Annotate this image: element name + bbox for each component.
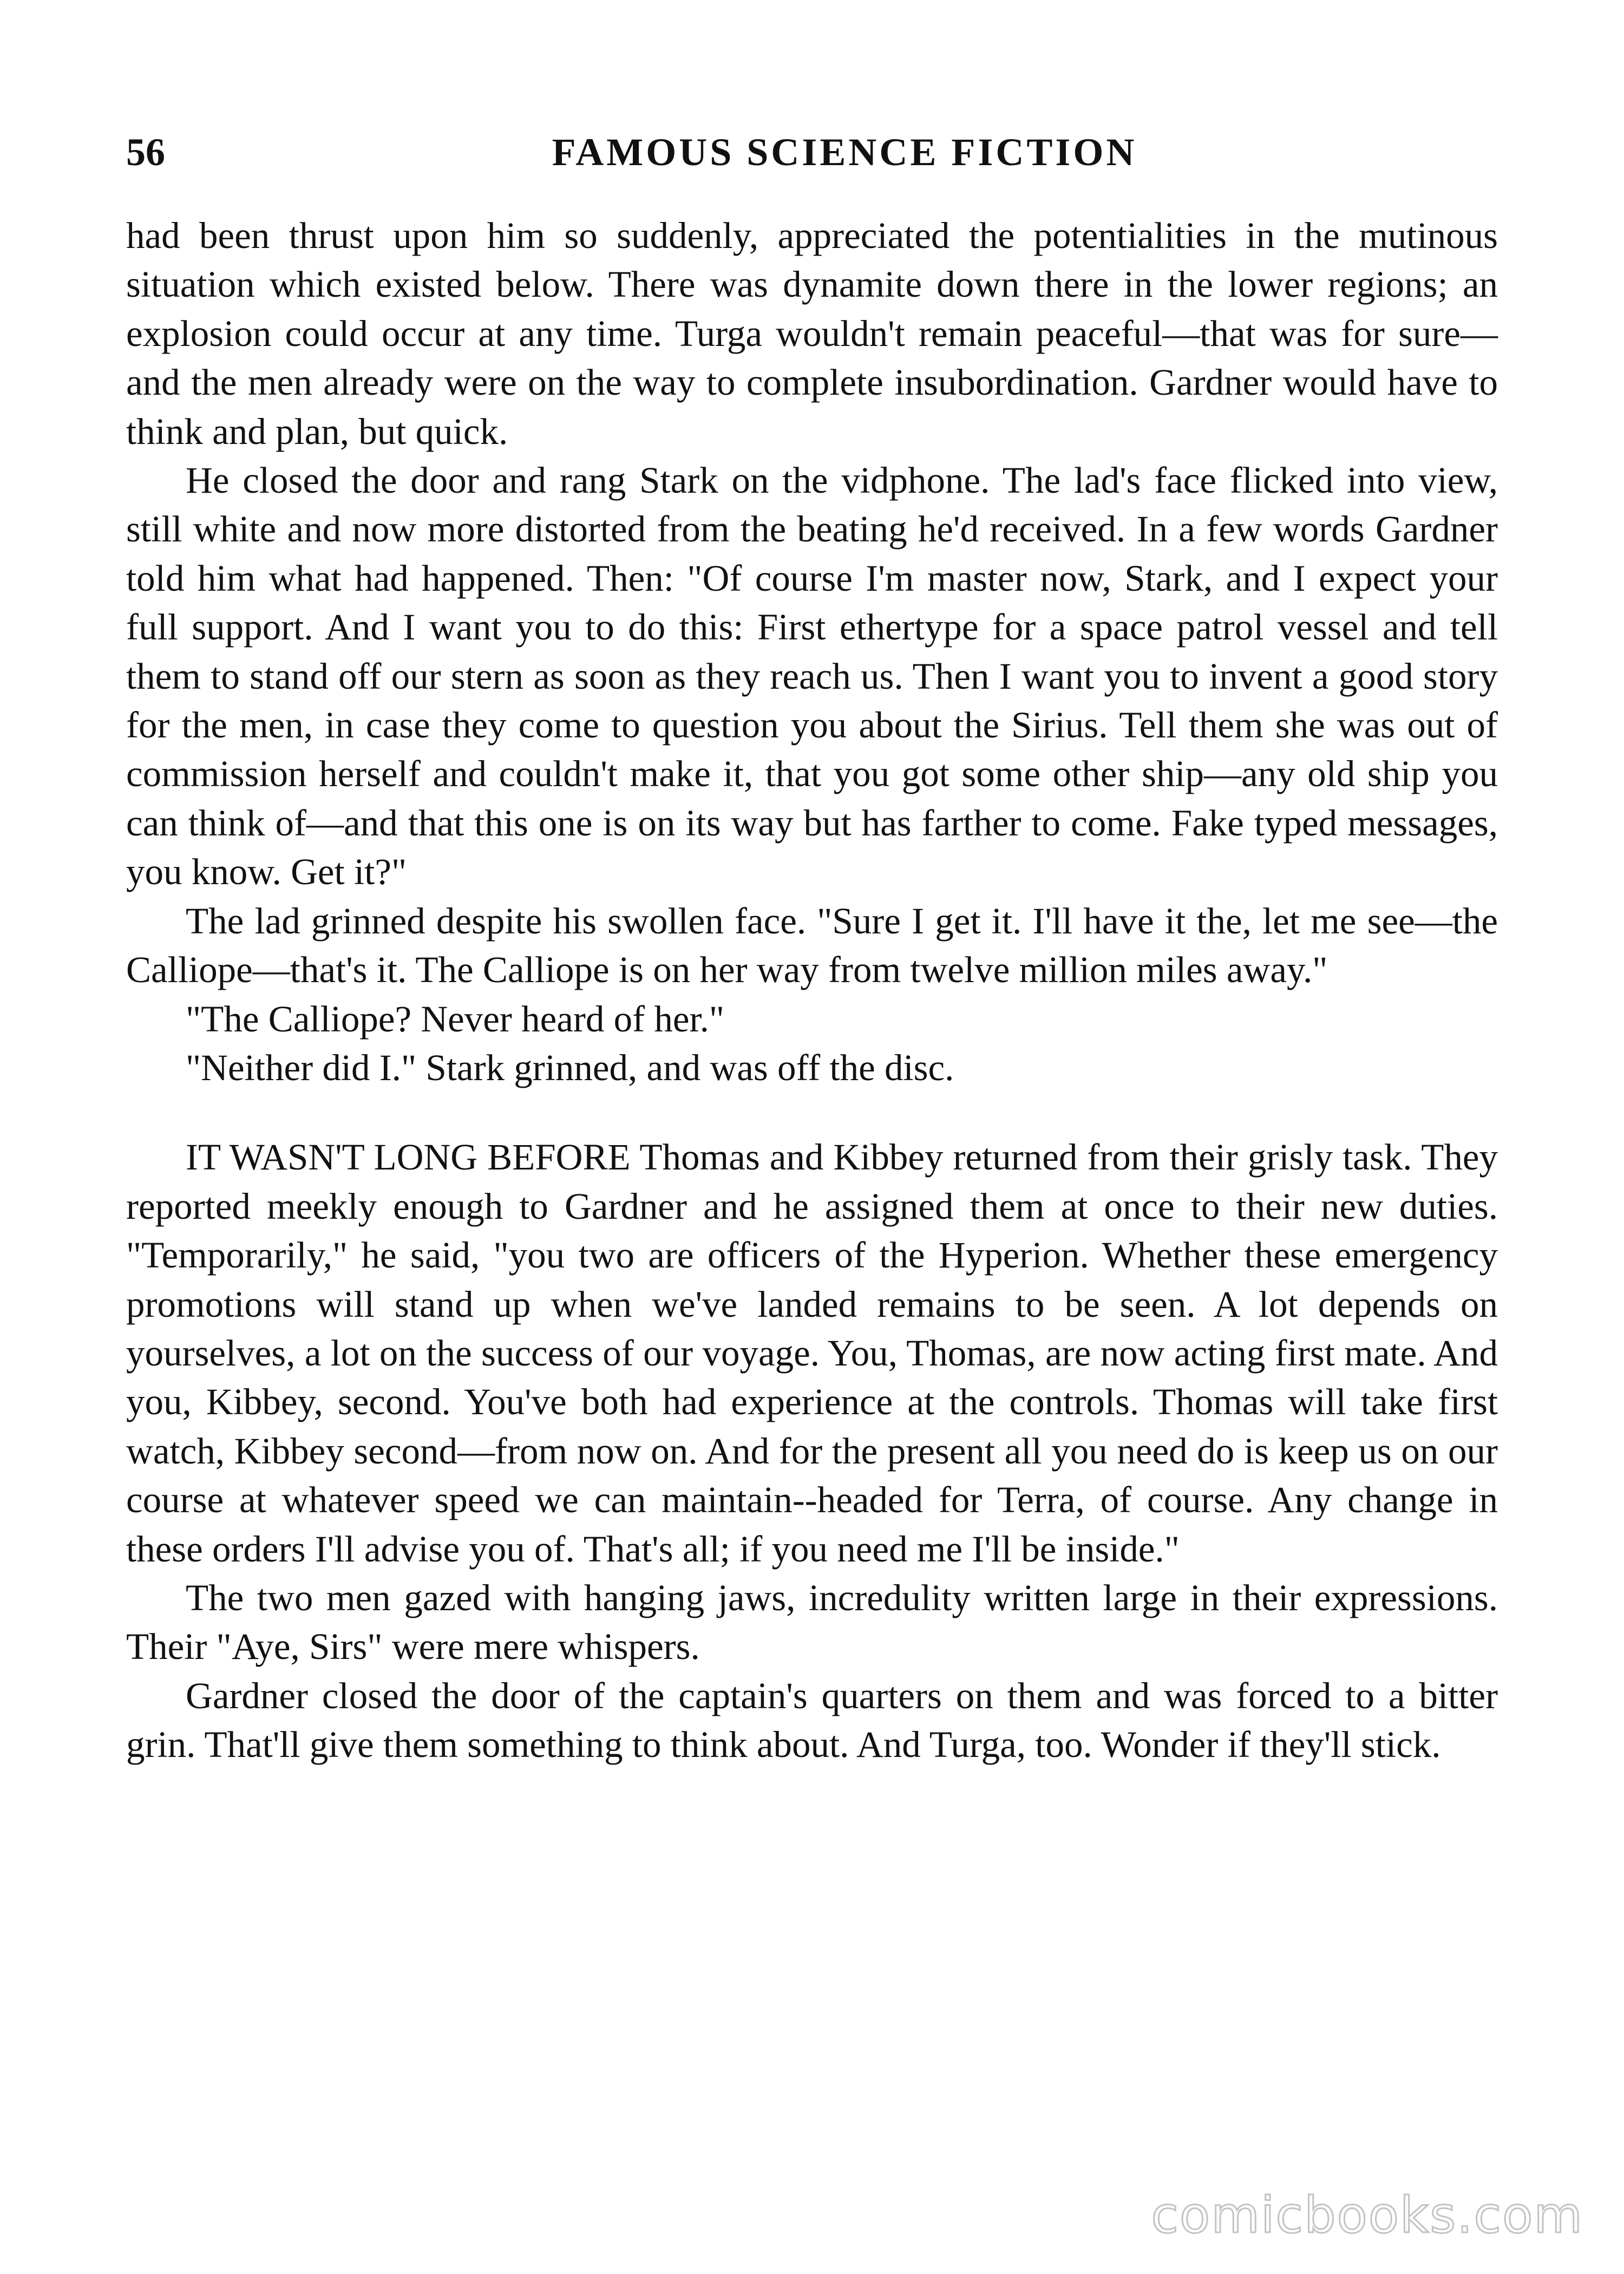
section-break — [126, 1092, 1498, 1133]
body-text — [126, 211, 1498, 1769]
paragraph-2: He closed the door and rang Stark on the vidphone. The lad's face flicked into view, still white and now more distorted from the beating he'd received. In a few words Gardner told him what had happened. Then: "Of course I'm master now, Stark, and I expect your full support. And I want you to do this: First ethertype for a space patrol vessel and tell them to stand off our stern as soon as they reach us. Then I want you to invent a good story for the men, in case they come to question you about the Sirius. Tell them she was out of commission herself and couldn't make it, that you got some other ship—any old ship you can think of—and that this one is on its way but has farther to come. Fake typed messages, you know. Get it?" — [126, 460, 1498, 893]
paragraph-5: "Neither did I." Stark grinned, and was off the disc. — [186, 1047, 954, 1088]
paragraph-1: had been thrust upon him so suddenly, appreciated the potentialities in the mutinous situation which existed below. There was dynamite down there in the lower regions; an explosion could occur at any time. Turga wouldn't remain peaceful—that was for sure—and the men already were on the way to complete insubordination. Gardner would have to think and plan, but quick. — [126, 215, 1498, 452]
watermark: comicbooks.com — [1151, 2186, 1583, 2244]
paragraph-7: The two men gazed with hanging jaws, incredulity written large in their expressions. Their "Aye, Sirs" were mere whispers. — [126, 1577, 1498, 1668]
running-title: FAMOUS SCIENCE FICTION — [552, 130, 1137, 174]
paragraph-6: IT WASN'T LONG BEFORE Thomas and Kibbey returned from their grisly task. They reported meekly enough to Gardner and he assigned them at once to their new duties. "Temporarily," he said, "you two are officers of the Hyperion. Whether these emergency promotions will stand up when we've landed remains to be seen. A lot depends on yourselves, a lot on the success of our voyage. You, Thomas, are now acting first mate. And you, Kibbey, second. You've both had experience at the controls. Thomas will take first watch, Kibbey second—from now on. And for the present all you need do is keep us on our course at whatever speed we can maintain--headed for Terra, of course. Any change in these orders I'll advise you of. That's all; if you need me I'll be inside." — [126, 1136, 1498, 1570]
page-header — [126, 125, 1498, 184]
page-number: 56 — [126, 130, 165, 174]
paragraph-8: Gardner closed the door of the captain's quarters on them and was forced to a bitter grin. That'll give them something to think about. And Turga, too. Wonder if they'll stick. — [126, 1675, 1498, 1766]
paragraph-4: "The Calliope? Never heard of her." — [186, 998, 725, 1040]
paragraph-3: The lad grinned despite his swollen face. "Sure I get it. I'll have it the, let me see—the Calliope—that's it. The Calliope is on her way from twelve million miles away." — [126, 900, 1498, 991]
